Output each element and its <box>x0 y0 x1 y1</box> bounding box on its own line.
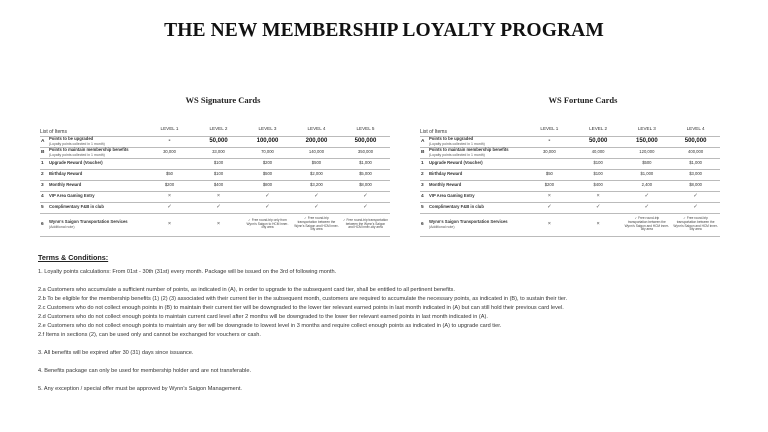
row-item <box>429 213 525 236</box>
cross-icon: × <box>596 221 600 228</box>
row-item <box>429 180 525 191</box>
check-icon: ✓ <box>547 204 552 211</box>
level-value: 120,000 <box>639 149 655 155</box>
row-index: A <box>421 139 425 144</box>
table-row <box>40 213 390 236</box>
level-value: 40,000 <box>591 149 605 155</box>
level-value: 50,000 <box>588 138 608 145</box>
row-item <box>49 202 145 213</box>
row-index: 1 <box>421 161 424 166</box>
item-sublabel: (Loyalty points collected in 1 month) <box>49 152 105 157</box>
row-item <box>49 169 145 180</box>
table-row <box>420 136 720 147</box>
level-value: 100,000 <box>256 138 279 145</box>
fortune-list-header: List of Items <box>420 128 447 135</box>
row-index: 2 <box>41 172 44 177</box>
check-icon: ✓ <box>363 204 368 211</box>
signature-table <box>40 122 390 237</box>
table-row <box>420 158 720 169</box>
level-value: $8,000 <box>689 182 703 188</box>
item-sublabel: (Loyalty points collected in 1 month) <box>49 141 105 146</box>
level-value: 500,000 <box>684 138 707 145</box>
row-index: 1 <box>41 161 44 166</box>
row-index: 5 <box>421 205 424 210</box>
level-value: 50,000 <box>209 138 228 145</box>
check-icon: ✓ <box>314 193 319 200</box>
level-value: 500,000 <box>354 138 377 145</box>
level-value: $100 <box>213 160 224 166</box>
terms-line <box>38 277 758 286</box>
row-item <box>429 202 525 213</box>
item-label: VIP Area Gaming Entry <box>429 193 475 199</box>
terms-line <box>38 358 758 367</box>
level-value <box>525 158 574 169</box>
fortune-level-header: LEVEL 2 <box>589 126 608 132</box>
level-value: $100 <box>593 160 603 166</box>
cross-icon: × <box>167 221 172 228</box>
row-item <box>49 136 145 147</box>
terms-line: 2.c Customers who do not collect enough points in (B) to maintain their current tier will be downgraded to the lower tier relevant earned points in last month indicated in (A) but can still hold their previous card level. <box>38 305 564 311</box>
table-row <box>420 191 720 202</box>
item-label: Complimentary F&B in club <box>49 204 104 210</box>
signature-level-header: LEVEL 3 <box>258 126 277 132</box>
row-item <box>429 158 525 169</box>
signature-level-header: LEVEL 2 <box>209 126 228 132</box>
level-value: 400,000 <box>688 149 704 155</box>
check-icon: ✓ <box>644 204 650 211</box>
terms-line: 2.f Items in sections (2), can be used only and cannot be exchanged for vouchers or cash. <box>38 332 261 338</box>
terms-line: 4. Benefits package can only be used for membership holder and are not transferable. <box>38 368 252 374</box>
signature-level-header: LEVEL 4 <box>307 126 326 132</box>
row-index: 3 <box>421 183 424 188</box>
terms-line: 2.a Customers who accumulate a sufficient number of points, as indicated in (A), in order to upgrade to the subsequent card tier, shall be entitled to all pertinent benefits. <box>38 287 455 293</box>
level-value: $500 <box>262 171 273 177</box>
check-icon: ✓ <box>314 204 319 211</box>
item-label: VIP Area Gaming Entry <box>49 193 95 199</box>
level-value: - <box>168 138 171 145</box>
cross-icon: × <box>167 193 172 200</box>
table-row <box>420 169 720 180</box>
level-value: - <box>548 138 551 145</box>
level-value: $50 <box>545 171 553 177</box>
level-value: 140,000 <box>308 149 325 155</box>
level-value: $1,000 <box>689 160 703 166</box>
item-sublabel: (Loyalty points collected in 1 month) <box>429 141 485 146</box>
level-value: $3,000 <box>689 171 703 177</box>
fortune-level-header: LEVEL 4 <box>686 126 705 132</box>
terms-line: 1. Loyalty points calculations: From 01st - 30th (31st) every month. Package will be issued on the 3rd of following month. <box>38 269 337 275</box>
table-row <box>420 202 720 213</box>
signature-list-header: List of Items <box>40 128 67 135</box>
row-index: B <box>421 150 425 155</box>
item-sublabel: (Additional note) <box>49 224 75 229</box>
level-value: ✓ Free round-trip transportation between the Wynn's Saigon and HCM inner-city area <box>294 216 339 232</box>
check-icon: ✓ <box>363 193 368 200</box>
item-label: Birthday Reward <box>49 171 83 177</box>
row-index: 5 <box>41 205 44 210</box>
terms-and-conditions <box>38 253 758 394</box>
table-row <box>40 169 390 180</box>
cross-icon: × <box>547 193 551 200</box>
fortune-level-header: LEVEL 3 <box>637 126 656 132</box>
fortune-level-header: LEVEL 1 <box>540 126 559 132</box>
signature-level-header: LEVEL 5 <box>356 126 375 132</box>
level-value: $400 <box>593 182 603 188</box>
level-value: $200 <box>164 182 175 188</box>
item-label: Complimentary F&B in club <box>429 204 484 210</box>
table-row <box>40 202 390 213</box>
row-index: 2 <box>421 172 424 177</box>
row-item <box>49 158 145 169</box>
table-row <box>40 191 390 202</box>
level-value: 350,000 <box>357 149 374 155</box>
item-label: Monthly Reward <box>429 182 462 188</box>
item-sublabel: (Additional note) <box>429 224 455 229</box>
table-row <box>40 147 390 158</box>
terms-line <box>38 340 758 349</box>
cross-icon: × <box>216 221 221 228</box>
check-icon: ✓ <box>265 193 270 200</box>
check-icon: ✓ <box>167 204 172 211</box>
table-row <box>420 180 720 191</box>
terms-line: 2.d Customers who do not collect enough points to maintain current card level after 2 months will be downgraded to the lower tier relevant earned points in last month indicated in (A). <box>38 314 488 320</box>
cross-icon: × <box>547 221 551 228</box>
row-index: 4 <box>41 194 44 199</box>
table-row <box>420 147 720 158</box>
item-label: Points to maintain membership benefits <box>429 147 509 153</box>
terms-line: 2.e Customers who do not collect enough points to maintain any tier will be downgrade to lowest level in 3 months and require collect enough points as indicated in (A) to upgrade card tier. <box>38 323 502 329</box>
row-item <box>429 147 525 158</box>
level-value: $500 <box>642 160 652 166</box>
item-label: Monthly Reward <box>49 182 82 188</box>
level-value: $3,200 <box>310 182 323 188</box>
level-value: ✓ Free round-trip transportation between the Wynn's Saigon and HCM inner-city area <box>673 216 718 232</box>
terms-line: 5. Any exception / special offer must be approved by Wynn's Saigon Management. <box>38 386 242 392</box>
level-value: $5,000 <box>359 171 372 177</box>
level-value: 30,000 <box>542 149 556 155</box>
level-value: $1,000 <box>640 171 654 177</box>
row-index: A <box>41 139 45 144</box>
level-value: $100 <box>593 171 603 177</box>
row-item <box>49 191 145 202</box>
item-label: Points to maintain membership benefits <box>49 147 129 153</box>
level-value: $200 <box>544 182 555 188</box>
check-icon: ✓ <box>693 193 698 200</box>
table-row <box>40 180 390 191</box>
level-value: $1,000 <box>359 160 372 166</box>
item-label: Wynn's Saigon Transportation Services <box>429 219 508 225</box>
level-value: 200,000 <box>305 138 328 145</box>
row-index: B <box>41 150 45 155</box>
cross-icon: × <box>596 193 600 200</box>
level-value: ✓ Free round-trip transportation between the Wynn's Saigon and HCM inner-city area <box>624 216 670 232</box>
check-icon: ✓ <box>693 204 698 211</box>
item-label: Birthday Reward <box>429 171 463 177</box>
item-label: Points to be upgraded <box>429 136 474 142</box>
terms-line: 2.b To be eligible for the membership benefits (1) (2) (3) associated with their current tier in the subsequent month, customers are required to accumulate the necessary points, as indicated in (B), to sustain their tier. <box>38 296 568 302</box>
level-value: $200 <box>262 160 273 166</box>
row-index: 6 <box>421 222 424 227</box>
terms-line <box>38 376 758 385</box>
row-item <box>429 191 525 202</box>
row-item <box>49 213 145 236</box>
level-value: ✓ Free round-trip transportation between the Wynn's Saigon and HCM inner-city area <box>342 218 388 230</box>
table-row <box>40 136 390 147</box>
level-value: $2,000 <box>310 171 323 177</box>
level-value: $400 <box>213 182 224 188</box>
level-value: $500 <box>311 160 322 166</box>
level-value: 150,000 <box>636 138 658 145</box>
check-icon: ✓ <box>595 204 601 211</box>
table-row <box>420 213 720 236</box>
fortune-card-title: WS Fortune Cards <box>548 95 618 105</box>
item-sublabel: (Loyalty points collected in 1 month) <box>429 152 485 157</box>
level-value: 30,000 <box>163 149 176 155</box>
item-label: Wynn's Saigon Transportation Services <box>49 219 128 225</box>
fortune-table <box>420 122 720 237</box>
item-label: Upgrade Reward (Voucher) <box>429 160 483 166</box>
table-row <box>40 158 390 169</box>
page-title: THE NEW MEMBERSHIP LOYALTY PROGRAM <box>164 20 604 41</box>
terms-title: Terms & Conditions: <box>38 253 109 262</box>
level-value: ✓ Free round-trip only from Wynn's Saigon to HCM inner-city area <box>246 218 289 230</box>
level-value: $50 <box>166 171 173 177</box>
row-index: 3 <box>41 183 44 188</box>
signature-level-header: LEVEL 1 <box>160 126 179 132</box>
check-icon: ✓ <box>216 204 221 211</box>
level-value: $800 <box>262 182 273 188</box>
row-index: 6 <box>41 222 44 227</box>
check-icon: ✓ <box>265 204 270 211</box>
row-item <box>49 180 145 191</box>
item-label: Upgrade Reward (Voucher) <box>49 160 103 166</box>
row-item <box>49 147 145 158</box>
row-item <box>429 136 525 147</box>
cross-icon: × <box>216 193 221 200</box>
level-value: $100 <box>213 171 224 177</box>
row-item <box>429 169 525 180</box>
level-value: 70,000 <box>261 149 274 155</box>
row-index: 4 <box>421 194 424 199</box>
level-value: $8,000 <box>359 182 372 188</box>
level-value: 2,400 <box>641 182 653 188</box>
item-label: Points to be upgraded <box>49 136 94 142</box>
signature-card-title: WS Signature Cards <box>185 95 261 105</box>
level-value: 33,000 <box>212 149 225 155</box>
terms-line: 3. All benefits will be expired after 30 (31) days since issuance. <box>38 350 194 356</box>
check-icon: ✓ <box>644 193 650 200</box>
level-value <box>145 158 194 169</box>
